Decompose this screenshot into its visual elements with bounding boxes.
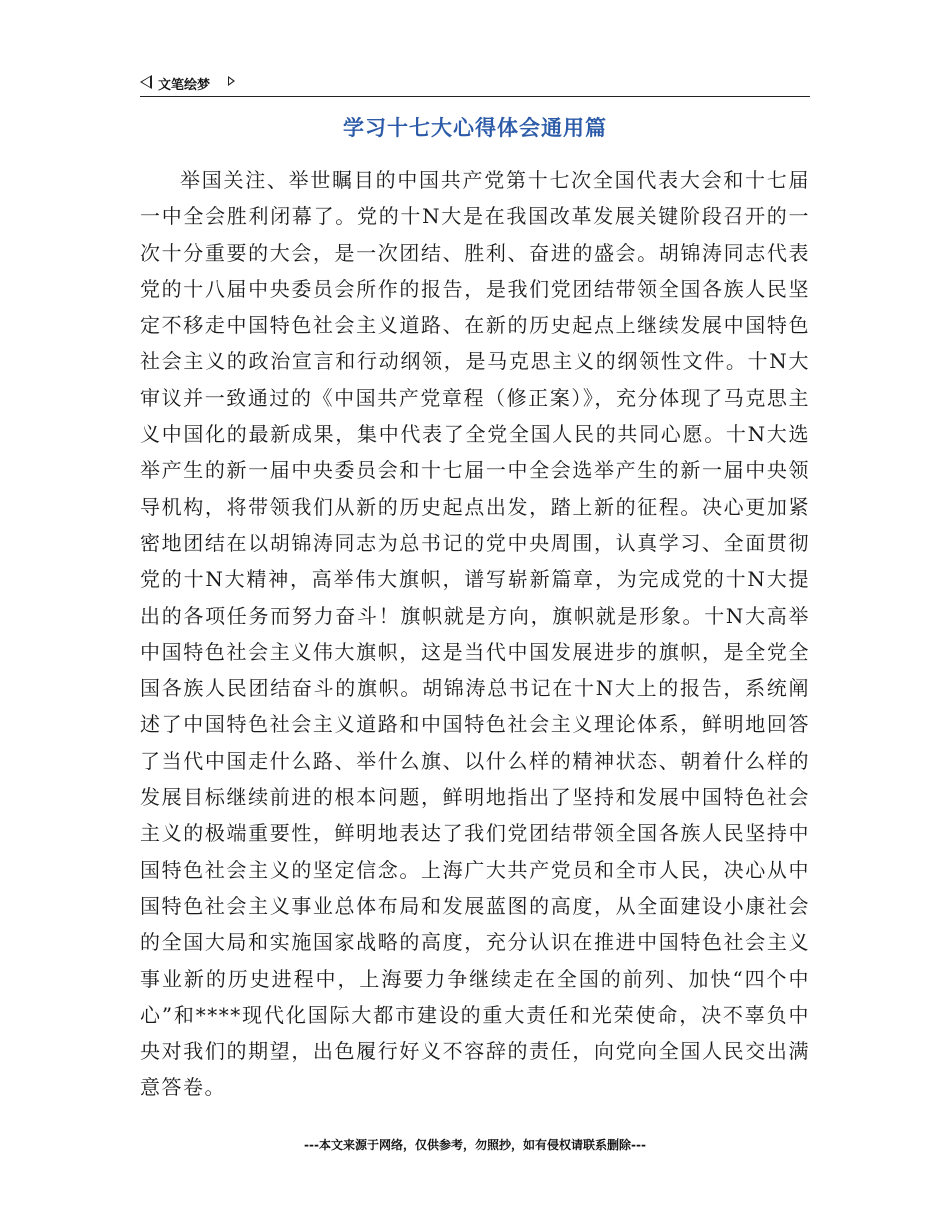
body-paragraph: 举国关注、举世瞩目的中国共产党第十七次全国代表大会和十七届一中全会胜利闭幕了。党的十N大是在我国改革发展关键阶段召开的一次十分重要的大会，是一次团结、胜利、奋进的盛会。胡锦涛同志代表党的十八届中央委员会所作的报告，是我们党团结带领全国各族人民坚定不移走中国特色社会主义道路、在新的历史起点上继续发展中国特色社会主义的政治宣言和行动纲领，是马克思主义的纲领性文件。十N大审议并一致通过的《中国共产党章程（修正案）》，充分体现了马克思主义中国化的最新成果，集中代表了全党全国人民的共同心愿。十N大选举产生的新一届中央委员会和十七届一中全会选举产生的新一届中央领导机构，将带领我们从新的历史起点出发，踏上新的征程。决心更加紧密地团结在以胡锦涛同志为总书记的党中央周围，认真学习、全面贯彻党的十N大精神，高举伟大旗帜，谱写崭新篇章，为完成党的十N大提出的各项任务而努力奋斗！旗帜就是方向，旗帜就是形象。十N大高举中国特色社会主义伟大旗帜，这是当代中国发展进步的旗帜，是全党全国各族人民团结奋斗的旗帜。胡锦涛总书记在十N大上的报告，系统阐述了中国特色社会主义道路和中国特色社会主义理论体系，鲜明地回答了当代中国走什么路、举什么旗、以什么样的精神状态、朝着什么样的发展目标继续前进的根本问题，鲜明地指出了坚持和发展中国特色社会主义的极端重要性，鲜明地表达了我们党团结带领全国各族人民坚持中国特色社会主义的坚定信念。上海广大共产党员和全市人民，决心从中国特色社会主义事业总体布局和发展蓝图的高度，从全面建设小康社会的全国大局和实施国家战略的高度，充分认识在推进中国特色社会主义事业新的历史进程中，上海要力争继续走在全国的前列、加快“四个中心”和****现代化国际大都市建设的重大责任和光荣使命，决不辜负中央对我们的期望，出色履行好义不容辞的责任，向党向全国人民交出满意答卷。 [140,168,810,1100]
document-title: 学习十七大心得体会通用篇 [343,116,607,140]
triangle-right-icon [228,76,235,86]
triangle-left-icon [140,75,152,89]
footer-notice: ---本文来源于网络，仅供参考，勿照抄，如有侵权请联系删除--- [304,1138,646,1152]
header-brand: 文笔绘梦 [158,78,211,93]
page-header [140,72,810,97]
